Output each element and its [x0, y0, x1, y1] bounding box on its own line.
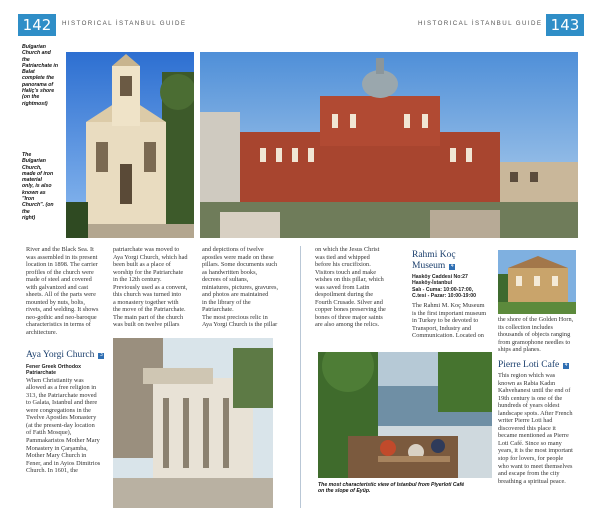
left-col2-text: patriarchate was moved to Aya Yorgi Church, which had been built as a place of worship for the Patriarchate in the 12th century. Previously used as a convent, this church was turned into a monastery together with the move of the Patriarchate. The main part of the church was built on twelve pillars	[113, 246, 188, 329]
right-col1-text: on which the Jesus Christ was tied and whipped before his crucifixion. Visitors touch and make wishes on this pillar, which was saved from Latin despoilment during the Fourth Crusade. Silver and copper bones preserving the bones of three major saints are also among the relics.	[315, 246, 386, 329]
left-col1-text: River and the Black Sea. It was assembled in its present location in 1898. The carrier profiles of the church were made of steel and covered with galvanized and cast sheets. All of the parts were mounted by nuts, bolts, rivets, and welding. It shows neo-gothic and neo-baroque characteristics in terms of architecture.	[26, 246, 99, 337]
section-number-badge: 3	[99, 353, 103, 358]
right-running-head: HISTORICAL İSTANBUL GUIDE	[418, 20, 543, 27]
photo-bulgarian-church	[66, 52, 194, 238]
aya-yorgi-title: Aya Yorgi Church	[26, 350, 95, 360]
right-col3-top-text: the shore of the Golden Horn, its collection includes thousands of objects ranging from gramophone needles to ships and planes.	[498, 316, 574, 354]
pierre-loti-photo-caption: The most characteristic view of Istanbul from Piyerloti Café on the slope of Eyüp.	[318, 482, 465, 495]
caption-bulgarian-church-patriarchate: Bulgarian Church and the Patriarchate in Balat complete the panorama of Haliç's shore (on the rightmost)	[22, 44, 59, 107]
pierre-loti-title: Pierre Loti Cafe	[498, 360, 560, 370]
rahmi-koc-address-hours: Hasköy Caddesi No:27 Hasköy-İstanbul Salı - Cuma: 10:00-17:00, C.tesi - Pazar: 10:00-19:00	[412, 274, 477, 299]
pierre-loti-section	[498, 360, 580, 485]
photo-rahmi-koc-museum	[498, 250, 576, 314]
aya-yorgi-text: When Christianity was allowed as a free religion in 313, the Patriarchate moved to Galata, Istanbul and there were congregations in the Twelve Apostles Monastery (at the present-day location of Fatih Mosque), Pammakaristos Mother Mary Monastery in Çarşamba, Mother Mary Church in Fener, and in Ayios Dimitrios Church. In 1601, the	[26, 376, 101, 475]
left-running-head: HISTORICAL İSTANBUL GUIDE	[62, 20, 187, 27]
pierre-loti-heading	[498, 360, 580, 371]
photo-fener-panorama	[200, 52, 578, 238]
aya-yorgi-subtitle: Fener Greek Orthodox Patriarchate	[26, 364, 82, 377]
rahmi-koc-title-2: Museum	[412, 261, 446, 271]
left-page-number: 142	[18, 14, 56, 36]
rahmi-koc-heading-line1: Rahmi Koç	[412, 250, 456, 260]
gutter-divider	[300, 246, 301, 508]
caption-iron-church: The Bulgarian Church, made of iron material only, is also known as "Iron Church". (on the right)	[22, 152, 54, 221]
aya-yorgi-section	[26, 350, 108, 475]
aya-yorgi-heading	[26, 350, 108, 361]
museum-number-badge: 4	[450, 264, 454, 269]
photo-aya-yorgi-church	[113, 338, 273, 508]
rahmi-koc-text: The Rahmi M. Koç Museum is the first important museum in Turkey to be devoted to Transport, Industry and Communication. Located on	[412, 302, 487, 340]
pierre-loti-text: This region which was known as Rabia Kadın Kahvehanesi until the end of 19th century is one of the hundreds of years oldest landscape spots. After French writer Pierre Loti had discovered this place it became mentioned as Pierre Loti Café. Since so many years, it is the most important stop for lovers, for people who want to meet themselves and escape from the city breathing a spiritual peace.	[498, 372, 573, 485]
photo-pierre-loti-view	[318, 352, 492, 478]
rahmi-koc-heading-line2	[412, 261, 496, 272]
cafe-number-badge: 4	[564, 363, 568, 368]
left-col3-text: and depictions of twelve apostles were made on these pillars. Some documents such as handwritten books, decrees of sultans, miniatures, pictures, gravures, and photos are maintained in the library of the Patriarchate. The most precious relic in Aya Yorgi Church is the pillar	[202, 246, 279, 329]
right-page-number: 143	[546, 14, 584, 36]
rahmi-koc-section	[412, 250, 496, 340]
